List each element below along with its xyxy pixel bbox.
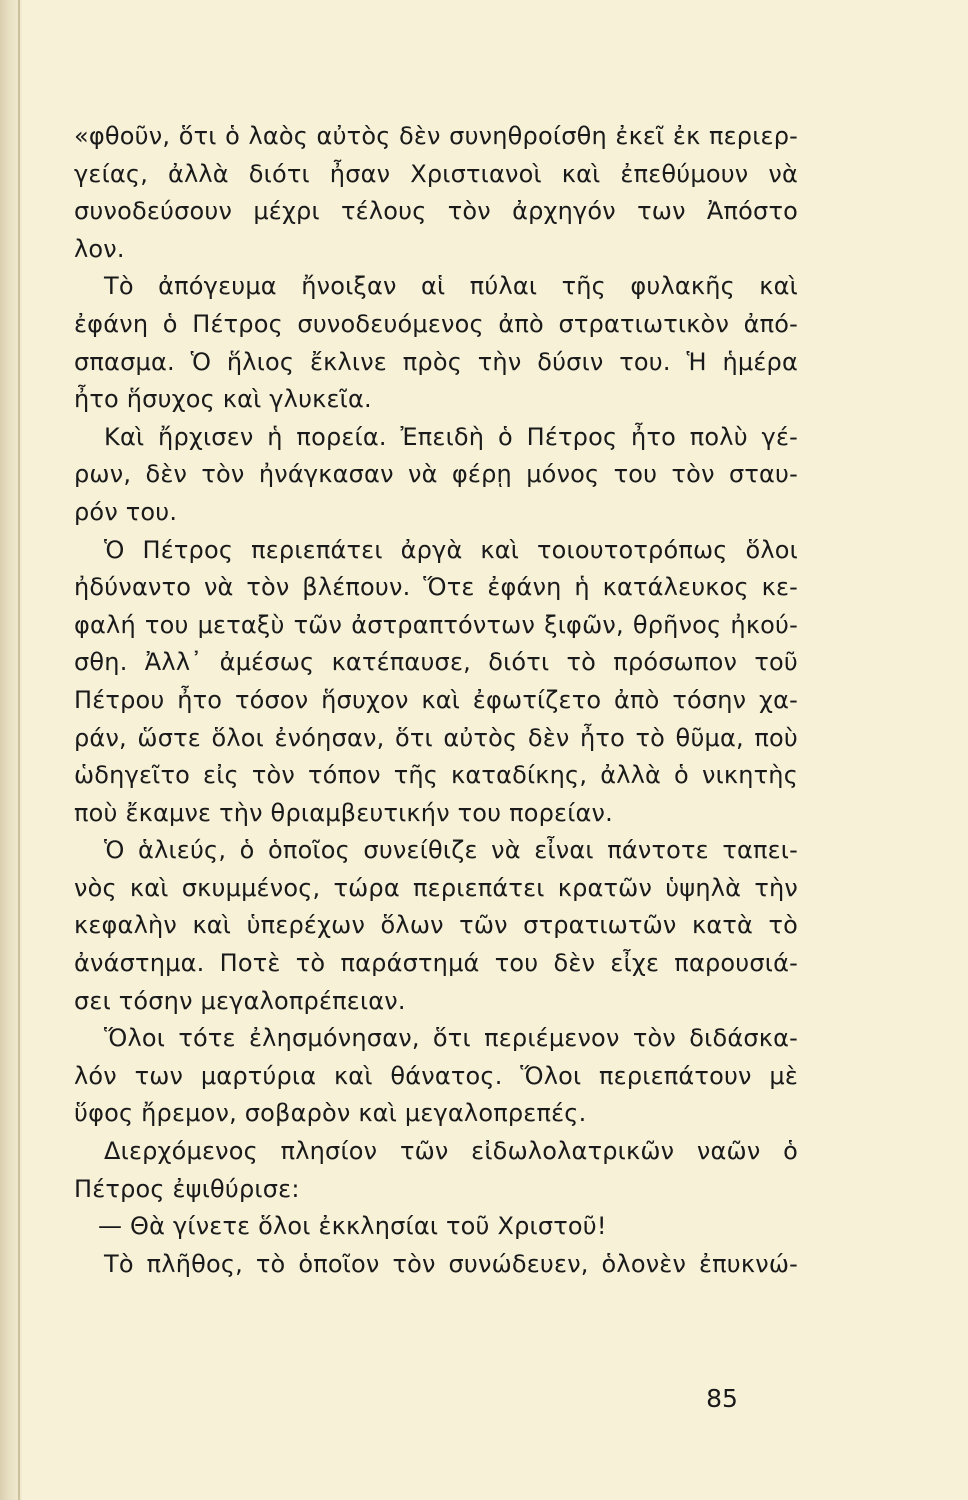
text-line: Τὸ πλῆθος, τὸ ὁποῖον τὸν συνώδευεν, ὁλονὲν ἐπυκνώ- bbox=[104, 1249, 798, 1278]
text-line: σπασμα. Ὁ ἥλιος ἔκλινε πρὸς τὴν δύσιν του. Ἡ ἡμέρα bbox=[74, 347, 798, 376]
text-line: ποὺ ἔκαμνε τὴν θριαμβευτικήν του πορείαν. bbox=[74, 798, 613, 827]
text-line: Καὶ ἤρχισεν ἡ πορεία. Ἐπειδὴ ὁ Πέτρος ἦτο πολὺ γέ- bbox=[104, 422, 798, 451]
text-line: ἠδύναντο νὰ τὸν βλέπουν. Ὅτε ἐφάνη ἡ κατάλευκος κε- bbox=[74, 573, 798, 602]
page-number: 85 bbox=[706, 1384, 738, 1413]
text-line: ἀνάστημα. Ποτὲ τὸ παράστημά του δὲν εἶχε παρουσιά- bbox=[74, 949, 798, 978]
text-line: σθη. Ἀλλ᾿ ἀμέσως κατέπαυσε, διότι τὸ πρόσωπον τοῦ bbox=[74, 648, 798, 677]
text-line: Ὁ Πέτρος περιεπάτει ἀργὰ καὶ τοιουτοτρόπως ὅλοι bbox=[104, 535, 798, 564]
text-line: φαλή του μεταξὺ τῶν ἀστραπτόντων ξιφῶν, θρῆνος ἠκού- bbox=[74, 610, 798, 639]
text-line: σει τόσην μεγαλοπρέπειαν. bbox=[74, 986, 406, 1015]
text-line: ρων, δὲν τὸν ἠνάγκασαν νὰ φέρῃ μόνος του τὸν σταυ- bbox=[74, 460, 798, 489]
text-line: Διερχόμενος πλησίον τῶν εἰδωλολατρικῶν ναῶν ὁ bbox=[104, 1137, 798, 1166]
text-line: Πέτρου ἦτο τόσον ἥσυχον καὶ ἐφωτίζετο ἀπὸ τόσην χα- bbox=[74, 685, 798, 714]
text-line: ἦτο ἥσυχος καὶ γλυκεῖα. bbox=[74, 385, 372, 414]
text-line: ρόν του. bbox=[74, 497, 178, 526]
text-line: λον. bbox=[74, 234, 125, 263]
text-line: ὕφος ἤρεμον, σοβαρὸν καὶ μεγαλοπρεπές. bbox=[74, 1099, 587, 1128]
text-line: συνοδεύσουν μέχρι τέλους τὸν ἀρχηγόν των Ἀπόστο bbox=[74, 197, 798, 226]
text-line: Τὸ ἀπόγευμα ἤνοιξαν αἱ πύλαι τῆς φυλακῆς καὶ bbox=[104, 272, 798, 301]
text-line: λόν των μαρτύρια καὶ θάνατος. Ὅλοι περιεπάτουν μὲ bbox=[74, 1061, 798, 1090]
text-line: ράν, ὥστε ὅλοι ἐνόησαν, ὅτι αὐτὸς δὲν ἦτο τὸ θῦμα, ποὺ bbox=[74, 723, 798, 752]
text-line: νὸς καὶ σκυμμένος, τώρα περιεπάτει κρατῶν ὑψηλὰ τὴν bbox=[74, 873, 798, 902]
text-line: «φθοῦν, ὅτι ὁ λαὸς αὐτὸς δὲν συνηθροίσθη ἐκεῖ ἐκ περιερ- bbox=[74, 122, 798, 150]
text-line: γείας, ἀλλὰ διότι ἦσαν Χριστιανοὶ καὶ ἐπεθύμουν νὰ bbox=[74, 159, 798, 188]
text-line: ὡδηγεῖτο εἰς τὸν τόπον τῆς καταδίκης, ἀλλὰ ὁ νικητὴς bbox=[74, 761, 798, 790]
text-line: Ὅλοι τότε ἐλησμόνησαν, ὅτι περιέμενον τὸν διδάσκα- bbox=[104, 1024, 798, 1053]
text-line: ἐφάνη ὁ Πέτρος συνοδευόμενος ἀπὸ στρατιωτικὸν ἀπό- bbox=[74, 309, 798, 338]
binding-line bbox=[18, 0, 20, 1500]
body-text bbox=[74, 118, 798, 1283]
text-line: κεφαλὴν καὶ ὑπερέχων ὅλων τῶν στρατιωτῶν κατὰ τὸ bbox=[74, 911, 798, 940]
text-line: Πέτρος ἐψιθύρισε: bbox=[74, 1174, 300, 1203]
dialogue-line: — Θὰ γίνετε ὅλοι ἐκκλησίαι τοῦ Χριστοῦ! bbox=[98, 1212, 607, 1241]
text-line: Ὁ ἁλιεύς, ὁ ὁποῖος συνείθιζε νὰ εἶναι πάντοτε ταπει- bbox=[104, 836, 798, 865]
